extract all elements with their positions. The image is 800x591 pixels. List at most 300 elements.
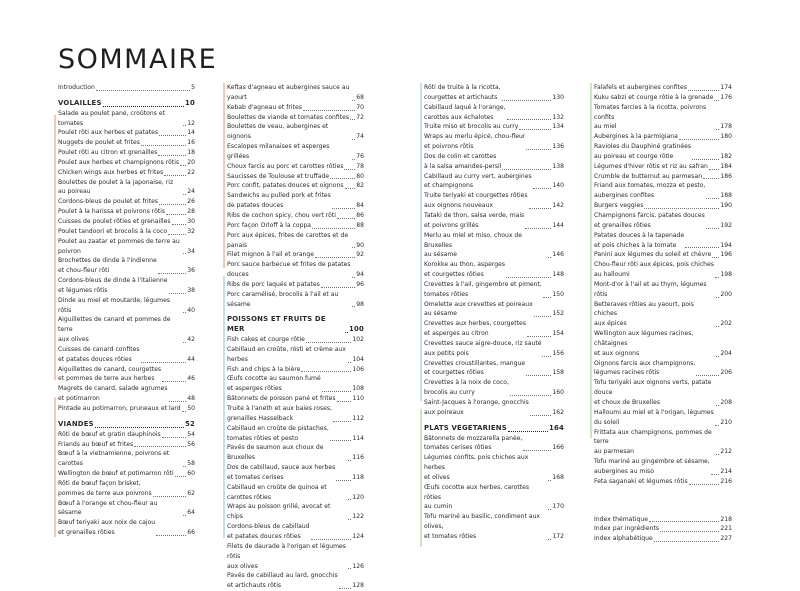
toc-entry-title: Rôti de bœuf façon brisket, pommes de terre aux poivrons [58, 479, 152, 497]
toc-page-number: 120 [352, 493, 364, 501]
toc-entry [424, 280, 564, 300]
toc-entry-title: Boulettes de viande et tomates confites [227, 113, 350, 121]
dot-leader [183, 125, 186, 126]
toc-page-number: 28 [187, 208, 195, 216]
dot-leader [716, 326, 719, 327]
dot-leader [543, 297, 552, 298]
toc-entry-title: Dos de colin et carottes à la salsa amandes-persil [424, 152, 502, 170]
toc-entry [58, 345, 195, 365]
toc-entry-title: Filets de daurade à l'origan et légumes rôtis aux olives [227, 542, 346, 570]
toc-entry-title: Truite miso et brocolis au curry [424, 123, 519, 131]
toc-page-number: 198 [720, 271, 732, 279]
dot-leader [714, 100, 719, 101]
toc-entry-title: Cordons-bleus de cabillaud et patates douces rôties [227, 523, 310, 540]
toc-entry-title: Choux farcis au porc et carottes rôties [227, 162, 344, 170]
toc-entry [227, 290, 364, 310]
toc-entry-title: Bâtonnets de mozzarella panée, tomates cerises rôties [424, 434, 523, 452]
dot-leader [153, 496, 187, 497]
dot-leader [508, 431, 548, 432]
dot-leader [548, 257, 551, 258]
toc-page-number: 48 [187, 395, 195, 403]
toc-entry [227, 483, 364, 503]
dot-leader [333, 421, 351, 422]
dot-leader [172, 224, 187, 225]
toc-page-number: 200 [720, 290, 732, 298]
toc-section-heading [58, 420, 195, 430]
dot-leader [337, 401, 352, 402]
toc-page-number: 190 [720, 202, 732, 210]
toc-page-number: 66 [187, 529, 195, 537]
section-color-bar [223, 83, 225, 268]
toc-page-number: 188 [720, 192, 732, 200]
toc-entry [58, 315, 195, 345]
toc-entry [594, 181, 732, 201]
toc-entry-title: Porc caramélisé, brocolis à l'ail et au sésame [227, 290, 339, 308]
toc-entry [227, 172, 364, 182]
dot-leader [183, 194, 186, 195]
toc-page-number: 44 [187, 355, 195, 363]
toc-entry [227, 191, 364, 211]
toc-entry-title: Pintade au potimarron, pruneaux et lard [58, 405, 181, 412]
toc-entry [594, 329, 732, 359]
toc-page-number: 62 [187, 489, 195, 497]
toc-entry [424, 339, 564, 359]
dot-leader [348, 499, 351, 500]
dot-leader [715, 425, 720, 426]
toc-entry-title: Friand aux tomates, mozza et pesto, aubergines confites [594, 182, 706, 200]
toc-page-number: 150 [552, 290, 564, 298]
dot-leader [506, 277, 551, 278]
dot-leader [525, 228, 551, 229]
section-color-bar [54, 397, 56, 537]
toc-entry [424, 152, 564, 172]
toc-entry-title: Poulet à la harissa et poivrons rôtis [58, 208, 166, 216]
toc-page-number: 112 [352, 414, 364, 422]
dot-leader [103, 106, 184, 107]
toc-entry [58, 499, 195, 519]
toc-entry-title: Bœuf teriyaki aux noix de cajou et grenailles rôties [58, 519, 156, 537]
toc-page-number: 106 [352, 365, 364, 373]
dot-leader [96, 90, 190, 91]
toc-page-number: 56 [187, 440, 195, 448]
toc-page-number: 68 [356, 93, 364, 101]
toc-entry-title: Saint-Jacques à l'orange, gnocchis aux poireaux [424, 399, 529, 416]
toc-entry [594, 211, 732, 231]
dot-leader [301, 371, 351, 372]
toc-entry [58, 256, 195, 276]
toc-page-number: 124 [352, 532, 364, 540]
toc-page-number: 90 [356, 241, 364, 249]
dot-leader [688, 90, 719, 91]
toc-entry-title: Wraps au merlu épicé, chou-fleur et poivrons rôtis [424, 133, 526, 151]
toc-entry-title: Betteraves rôties au yaourt, pois chiches aux épices [594, 300, 694, 328]
dot-leader [348, 568, 351, 569]
dot-leader [692, 159, 719, 160]
toc-entry [227, 394, 364, 404]
toc-page-number: 116 [352, 454, 364, 462]
toc-entry-title: Pavés de cabillaud au lard, gnocchis et artichauts rôtis [227, 572, 338, 590]
dot-leader [336, 480, 351, 481]
dot-leader [660, 531, 719, 532]
dot-leader [183, 515, 186, 516]
toc-page-number: 50 [187, 405, 195, 412]
toc-entry [594, 231, 732, 251]
dot-leader [510, 395, 551, 396]
toc-entry [424, 231, 564, 261]
dot-leader [183, 312, 186, 313]
toc-entry [58, 128, 195, 138]
toc-entry-title: Cabillaud en croûte de quinoa et carottes rôties [227, 483, 327, 501]
toc-entry-title: Tofu mariné au basilic, condiment aux olives, et tomates rôties [424, 513, 540, 540]
toc-entry-title: Chou-fleur rôti aux épices, pois chiches au halloumi [594, 261, 714, 279]
toc-entry-title: Nuggets de poulet et frites [58, 139, 140, 147]
dot-leader [330, 440, 352, 441]
toc-page-number: 140 [552, 182, 564, 190]
dot-leader [166, 214, 186, 215]
dot-leader [156, 535, 186, 536]
dot-leader [311, 539, 352, 540]
toc-column-3 [424, 83, 564, 542]
toc-entry-title: Bâtonnets de poisson pané et frites [227, 395, 336, 403]
toc-page-number: 174 [720, 84, 732, 91]
toc-entry [594, 457, 732, 477]
dot-leader [182, 411, 187, 412]
dot-leader [337, 218, 355, 219]
toc-entry [58, 404, 195, 414]
toc-page-number: 196 [720, 251, 732, 259]
toc-entry [58, 469, 195, 479]
toc-page-number: 42 [187, 336, 195, 344]
toc-entry-title: Crevettes croustillantes, mangue et courgettes rôties [424, 359, 526, 377]
toc-entry-title: Œufs cocotte aux herbes, carottes rôties au cumin [424, 483, 530, 511]
toc-page-number: 216 [720, 477, 732, 485]
toc-page-number: 96 [356, 280, 364, 288]
toc-page-number: 72 [356, 113, 364, 121]
toc-page-number: 180 [720, 133, 732, 141]
toc-entry [227, 211, 364, 221]
toc-page-number: 74 [356, 133, 364, 141]
toc-entry [58, 178, 195, 198]
dot-leader [169, 401, 187, 402]
toc-page-number: 94 [356, 271, 364, 279]
dot-leader [679, 139, 719, 140]
toc-page-number: 142 [552, 202, 564, 210]
toc-page-number: 192 [720, 221, 732, 229]
toc-page-number: 132 [552, 113, 564, 121]
toc-page-number: 214 [720, 467, 732, 475]
toc-page-number: 58 [187, 460, 195, 468]
toc-entry [227, 571, 364, 591]
dot-leader [502, 100, 552, 101]
dot-leader [548, 539, 551, 540]
toc-entry [227, 404, 364, 424]
toc-entry [58, 276, 195, 296]
toc-entry-title: VOLAILLES [58, 98, 102, 107]
toc-page-number: 100 [349, 325, 364, 334]
dot-leader [344, 169, 355, 170]
toc-page-number: 16 [187, 139, 195, 147]
toc-entry [594, 300, 732, 330]
toc-entry-title: Cuisses de poulet rôties et grenailles [58, 217, 171, 225]
toc-page-number: 128 [352, 582, 364, 590]
toc-entry [594, 172, 732, 182]
toc-entry [594, 162, 732, 172]
toc-page-number: 178 [720, 123, 732, 131]
toc-page-number: 160 [552, 389, 564, 397]
toc-page-number: 102 [352, 336, 364, 344]
toc-entry-title: Tofu teriyaki aux oignons verts, patate douce et choux de Bruxelles [594, 379, 712, 406]
toc-page-number: 148 [552, 271, 564, 279]
toc-page-number: 210 [720, 418, 732, 426]
dot-leader [712, 257, 719, 258]
toc-page-number: 64 [187, 509, 195, 517]
toc-entry-title: Index alphabétique [594, 535, 653, 543]
toc-entry [424, 260, 564, 280]
toc-entry-title: Escalopes milanaises et asperges grillées [227, 143, 330, 160]
toc-entry [227, 522, 364, 542]
toc-entry [424, 191, 564, 211]
dot-leader [526, 149, 551, 150]
toc-page-number: 76 [356, 152, 364, 160]
toc-entry-title: Crumble de butternut au parmesan [594, 172, 703, 180]
toc-section-heading [227, 315, 364, 335]
toc-entry-title: Saucisses de Toulouse et truffade [227, 172, 330, 180]
toc-page-number: 104 [352, 355, 364, 363]
dot-leader [134, 446, 186, 447]
toc-entry-title: Wellington aux légumes racines, châtaignes et aux oignons [594, 330, 694, 357]
toc-page-number: 88 [356, 221, 364, 229]
dot-leader [339, 588, 352, 589]
toc-entry-title: Aiguillettes de canard et pommes de terre aux olives [58, 316, 171, 344]
toc-entry [227, 113, 364, 123]
dot-leader [523, 450, 551, 451]
toc-entry [58, 227, 195, 237]
toc-page-number: 136 [552, 143, 564, 151]
dot-leader [158, 273, 186, 274]
toc-entry [227, 250, 364, 260]
toc-page-number: 70 [356, 103, 364, 111]
toc-entry-title: Champignons farcis, patates douces et grenailles rôties [594, 211, 705, 229]
dot-leader [703, 178, 719, 179]
dot-leader [716, 454, 719, 455]
dot-leader [321, 287, 355, 288]
toc-entry-title: Cabillaud en croûte, rösti et crème aux herbes [227, 345, 346, 363]
toc-entry-title: Rôti de truite à la ricotta, courgettes et artichauts [424, 84, 501, 101]
toc-entry [424, 434, 564, 454]
toc-entry [594, 93, 732, 103]
toc-entry-title: Merlu au miel et miso, choux de Bruxelles au sésame [424, 231, 522, 259]
toc-entry-title: Boulettes de poulet à la japonaise, riz au poireau [58, 178, 174, 196]
toc-page-number: 152 [552, 310, 564, 318]
dot-leader [716, 297, 719, 298]
toc-entry-title: Légumes d'hiver rôtis et riz au safran [594, 162, 708, 170]
toc-entry [227, 374, 364, 394]
toc-entry [424, 103, 564, 123]
toc-entry [424, 453, 564, 483]
toc-entry-title: Wraps au poisson grillé, avocat et chips [227, 503, 331, 521]
toc-page-number: 208 [720, 399, 732, 406]
dot-leader [706, 228, 720, 229]
toc-page-number: 12 [187, 119, 195, 127]
dot-leader [348, 519, 351, 520]
toc-page-number: 60 [187, 470, 195, 478]
toc-entry-title: Ravioles du Dauphiné gratinées au poireau et courge rôtie [594, 143, 692, 160]
toc-entry-title: Index thématique [594, 515, 648, 523]
toc-entry [424, 83, 564, 103]
dot-leader [352, 100, 355, 101]
dot-leader [306, 342, 351, 343]
toc-entry [594, 524, 732, 534]
toc-page-number: 144 [552, 221, 564, 229]
dot-leader [141, 145, 186, 146]
toc-entry [594, 515, 732, 525]
dot-leader [689, 484, 720, 485]
toc-entry [58, 430, 195, 440]
dot-leader [352, 139, 355, 140]
toc-entry [424, 483, 564, 513]
toc-entry-title: Poulet rôti aux herbes et patates [58, 129, 159, 137]
toc-entry [594, 132, 732, 142]
toc-page-number: 176 [720, 93, 732, 101]
dot-leader [141, 362, 187, 363]
toc-entry-title: Porc confit, patates douces et oignons [227, 182, 344, 190]
toc-entry [424, 398, 564, 418]
toc-page-number: 34 [187, 247, 195, 255]
dot-leader [303, 110, 355, 111]
toc-page-number: 110 [352, 395, 364, 403]
toc-page-number: 86 [356, 211, 364, 219]
dot-leader [529, 208, 552, 209]
dot-leader [527, 336, 551, 337]
toc-entry-title: Sandwichs au pulled pork et frites de patates douces [227, 192, 331, 210]
toc-entry [227, 280, 364, 290]
toc-entry-title: Poulet tandoori et brocolis à la coco [58, 227, 168, 235]
toc-page-number: 170 [552, 503, 564, 511]
dot-leader [345, 188, 356, 189]
toc-entry-title: Aubergines à la parmigiana [594, 133, 678, 141]
toc-page-number: 202 [720, 320, 732, 328]
toc-entry-title: Feta saganaki et légumes rôtis [594, 477, 688, 485]
toc-page-number: 166 [552, 444, 564, 452]
dot-leader [533, 188, 552, 189]
toc-entry-title: Cordons-bleus de dinde à l'italienne et légumes rôtis [58, 277, 168, 294]
toc-page-number: 194 [720, 241, 732, 249]
dot-leader [183, 253, 186, 254]
toc-entry [227, 443, 364, 463]
toc-entry-title: Truite teriyaki et courgettes rôties aux oignons nouveaux [424, 192, 528, 210]
toc-page-number: 156 [552, 349, 564, 357]
dot-leader [644, 208, 719, 209]
toc-page-number: 118 [352, 473, 364, 481]
toc-entry [227, 231, 364, 251]
toc-page-number: 10 [185, 98, 195, 107]
toc-page-number: 30 [187, 217, 195, 225]
toc-entry [58, 479, 195, 499]
toc-entry [58, 83, 195, 93]
toc-entry [424, 172, 564, 192]
toc-entry-title: Aiguillettes de canard, courgettes et pommes de terre aux herbes [58, 365, 162, 383]
toc-entry-title: Rôti de bœuf et gratin dauphinois [58, 430, 161, 438]
dot-leader [542, 356, 551, 357]
toc-entry-title: Légumes confits, pois chiches aux herbes et olives [424, 454, 529, 481]
dot-leader [332, 208, 355, 209]
dot-leader [330, 178, 355, 179]
toc-entry-title: Salade au poulet pané, croûtons et tomates [58, 109, 165, 127]
toc-entry-title: Porc aux épices, frites de carottes et de panais [227, 231, 349, 249]
toc-entry [227, 502, 364, 522]
toc-page-number: 92 [356, 251, 364, 259]
toc-page-number: 36 [187, 267, 195, 275]
dot-leader [649, 521, 719, 522]
toc-entry-title: Poulet au zaatar et pommes de terre au poivron [58, 237, 180, 255]
dot-leader [716, 405, 719, 406]
toc-entry [227, 365, 364, 375]
dot-leader [548, 480, 551, 481]
toc-entry-title: Porc sauce barbecue et frites de patates douces [227, 261, 351, 279]
dot-leader [175, 476, 187, 477]
toc-page-number: 80 [356, 172, 364, 180]
toc-page-number: 14 [187, 129, 195, 137]
toc-entry-title: Œufs cocotte au saumon fumé et asperges rôties [227, 375, 321, 393]
dot-leader [352, 277, 355, 278]
toc-entry-title: Friands au bœuf et frites [58, 440, 134, 448]
toc-entry-title: Cabillaud en croûte de pistaches, tomates rôties et pesto [227, 424, 329, 442]
dot-leader [350, 119, 355, 120]
toc-page-number: 218 [720, 515, 732, 523]
dot-leader [348, 460, 351, 461]
dot-leader [507, 119, 552, 120]
toc-entry [227, 345, 364, 365]
toc-entry [227, 142, 364, 162]
toc-entry [58, 109, 195, 129]
dot-leader [322, 391, 352, 392]
dot-leader [526, 375, 551, 376]
toc-entry [594, 359, 732, 379]
toc-entry-title: Chicken wings aux herbes et frites [58, 168, 164, 176]
toc-page-number: 24 [187, 188, 195, 196]
toc-entry-title: Wellington de bœuf et potimarron rôti [58, 470, 174, 478]
toc-entry [227, 542, 364, 572]
toc-entry-title: Crevettes sauce aigre-douce, riz sauté aux petits pois [424, 339, 542, 357]
toc-column-1 [58, 83, 195, 538]
toc-entry-title: Cabillaud laqué à l'orange, carottes aux échalotes [424, 103, 506, 121]
toc-page-number: 172 [552, 532, 564, 540]
dot-leader [534, 316, 552, 317]
dot-leader [348, 362, 351, 363]
toc-page-number: 138 [552, 162, 564, 170]
toc-entry-title: Mont-d'or à l'ail et au thym, légumes rôtis [594, 280, 707, 298]
toc-entry [594, 201, 732, 211]
toc-entry-title: Oignons farcis aux champignons, légumes racines rôtis [594, 359, 696, 377]
section-color-bar [54, 115, 56, 380]
toc-entry-title: Cabillaud au curry vert, aubergines et champignons [424, 172, 532, 190]
toc-entry [58, 158, 195, 168]
toc-entry-title: Dos de cabillaud, sauce aux herbes et tomates cerises [227, 464, 336, 481]
toc-page-number: 182 [720, 152, 732, 160]
dot-leader [715, 277, 719, 278]
dot-leader [159, 135, 186, 136]
toc-entry [594, 142, 732, 162]
toc-entry [227, 221, 364, 231]
toc-entry [424, 319, 564, 339]
toc-entry [424, 359, 564, 379]
toc-entry [227, 103, 364, 113]
toc-entry-title: Boulettes de veau, aubergines et oignons [227, 123, 329, 141]
toc-entry-title: Burgers veggies [594, 202, 644, 210]
toc-entry-title: Introduction [58, 84, 95, 91]
toc-entry [227, 181, 364, 191]
dot-leader [654, 541, 720, 542]
